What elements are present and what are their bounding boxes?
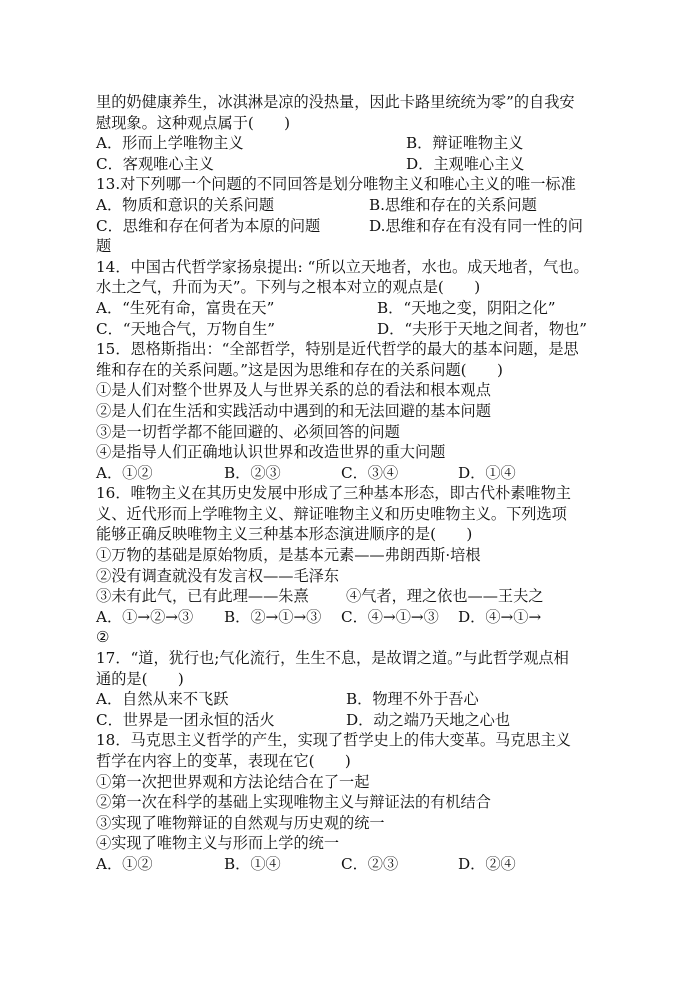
text-line: 16．唯物主义在其历史发展中形成了三种基本形态，即古代朴素唯物主 — [96, 484, 571, 503]
text-line — [96, 298, 606, 319]
option-b: B．②③ — [224, 463, 281, 482]
text-line — [96, 710, 606, 731]
option-d: D．②④ — [458, 854, 516, 873]
text-line — [96, 854, 606, 875]
option-left: A．物质和意识的关系问题 — [96, 195, 275, 214]
option-c: C．③④ — [341, 463, 399, 482]
option-left: C．客观唯心主义 — [96, 154, 214, 173]
text-line: ④是指导人们正确地认识世界和改造世界的重大问题 — [96, 443, 446, 462]
text-line: ③是一切哲学都不能回避的、必须回答的问题 — [96, 422, 400, 441]
text-line: ②没有调查就没有发言权——毛泽东 — [96, 566, 339, 585]
option-right: B.思维和存在的关系问题 — [369, 195, 537, 214]
text-line: 13.对下列哪一个问题的不同回答是划分唯物主义和唯心主义的唯一标准 — [96, 175, 576, 194]
text-line: 义、近代形而上学唯物主义、辩证唯物主义和历史唯物主义。下列选项 — [96, 504, 567, 523]
option-right: B．辩证唯物主义 — [406, 134, 524, 153]
option-b: B．②→①→③ — [224, 607, 322, 626]
text-line — [96, 586, 606, 607]
option-left: C．世界是一团永恒的活火 — [96, 710, 275, 729]
text-line: ②第一次在科学的基础上实现唯物主义与辩证法的有机结合 — [96, 793, 491, 812]
text-line — [96, 463, 606, 484]
option-left: C．“天地合气，万物自生” — [96, 319, 276, 338]
text-line — [96, 607, 606, 628]
text-line: 17．“道，犹行也;气化流行，生生不息，是故谓之道。”与此哲学观点相 — [96, 649, 569, 668]
text-line: 里的奶健康养生，冰淇淋是凉的没热量，因此卡路里统统为零”的自我安 — [96, 93, 575, 111]
text-line: 维和存在的关系问题。”这是因为思维和存在的关系问题( ) — [96, 360, 503, 379]
option-right: B．物理不外于吾心 — [346, 690, 479, 709]
text-line — [96, 689, 606, 710]
text-line: 18．马克思主义哲学的产生，实现了哲学史上的伟大变革。马克思主义 — [96, 731, 571, 750]
option-b: B．①④ — [224, 854, 281, 873]
option-left: A．“生死有命，富贵在天” — [96, 298, 275, 317]
text-line: ①第一次把世界观和方法论结合在了一起 — [96, 772, 370, 791]
option-a: A．①→②→③ — [96, 607, 194, 626]
text-line — [96, 133, 606, 154]
option-a: A．①② — [96, 854, 153, 873]
text-line: ②是人们在生活和实践活动中遇到的和无法回避的基本问题 — [96, 401, 491, 420]
text-line: ② — [96, 628, 110, 647]
option-a: A．①② — [96, 463, 153, 482]
text-line: ①是人们对整个世界及人与世界关系的总的看法和根本观点 — [96, 381, 491, 400]
option-c: C．④→①→③ — [341, 607, 439, 626]
text-line: ③实现了唯物辩证的自然观与历史观的统一 — [96, 813, 385, 832]
text-line: 慰现象。这种观点属于( ) — [96, 113, 291, 132]
text-line: 14．中国古代哲学家扬泉提出: “所以立天地者，水也。成天地者，气也。 — [96, 257, 589, 276]
option-c: C．②③ — [341, 854, 399, 873]
option-right: D．动之端乃天地之心也 — [346, 710, 511, 729]
text-line: ④实现了唯物主义与形而上学的统一 — [96, 834, 339, 853]
option-right: ④气者，理之依也——王夫之 — [346, 587, 544, 606]
text-line — [96, 195, 606, 216]
text-line — [96, 319, 606, 340]
option-left: A．自然从来不飞跃 — [96, 690, 229, 709]
option-left: C．思维和存在何者为本原的问题 — [96, 216, 321, 235]
option-left: ③未有此气，已有此理——朱熹 — [96, 587, 309, 606]
text-line: 题 — [96, 237, 112, 256]
question-page — [96, 92, 606, 875]
text-line: 15．恩格斯指出：“全部哲学，特别是近代哲学的最大的基本问题，是思 — [96, 340, 579, 359]
option-right: D．“夫形于天地之间者，物也” — [377, 319, 587, 338]
option-d: D．④→①→ — [458, 607, 542, 626]
text-line: 通的是( ) — [96, 669, 184, 688]
option-left: A．形而上学唯物主义 — [96, 134, 244, 153]
text-line: 哲学在内容上的变革，表现在它( ) — [96, 752, 351, 770]
text-line: 水土之气，升而为天”。下列与之根本对立的观点是( ) — [96, 278, 481, 297]
option-right: D.思维和存在有没有同一性的问 — [369, 216, 583, 235]
text-line: 能够正确反映唯物主义三种基本形态演进顺序的是( ) — [96, 525, 473, 544]
option-d: D．①④ — [458, 463, 516, 482]
option-right: B．“天地之变，阴阳之化” — [377, 298, 556, 317]
text-line — [96, 216, 606, 237]
option-right: D．主观唯心主义 — [406, 154, 525, 173]
text-line: ①万物的基础是原始物质，是基本元素——弗朗西斯·培根 — [96, 546, 481, 565]
text-line — [96, 154, 606, 175]
